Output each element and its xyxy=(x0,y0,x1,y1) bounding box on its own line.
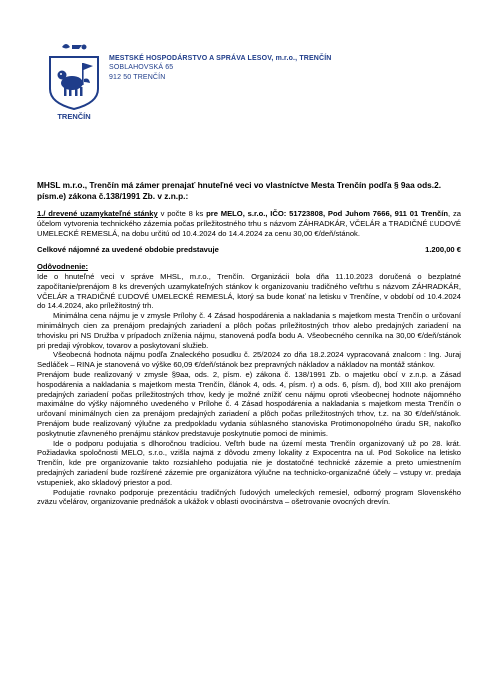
justification-paragraph-2: Minimálna cena nájmu je v zmysle Prílohy č. 4 Zásad hospodárenia a nakladania s majetkom mesta Trenčín o určovaní minimálnych cien za prenájom predajných zariadení a plôch počas príležitostných trhov alebo predajných zariadení na trhovisku pri NS Družba v prípadoch zníženia nájmu, stanovená podľa bodu A. Všeobecného cenníka na 30,00 €/deň/stánok pri predaji výrobkov, tovarov a poskytovaní služieb. xyxy=(37,311,461,350)
total-rent-row xyxy=(37,245,461,255)
total-rent-value: 1.200,00 € xyxy=(425,245,461,255)
trencin-coat-of-arms-logo xyxy=(46,37,102,123)
organization-street: SOBLAHOVSKÁ 65 xyxy=(109,64,174,72)
organization-address xyxy=(109,54,332,82)
logo-text: TRENČÍN xyxy=(57,112,91,121)
justification-heading: Odôvodnenie: xyxy=(37,262,89,272)
document-body xyxy=(37,180,461,507)
item-purpose: , za účelom vytvorenia technického zázemia počas príležitostného trhu s názvom ZÁHRADKÁR, VČELÁR a TRADIČNÉ ĽUDOVÉ UMELECKÉ REMESLÁ, na dobu určitú od 10.4.2024 do 14.4.2024 za cenu 30,00 €/deň/stánok. xyxy=(37,209,461,238)
justification-paragraph-4: Prenájom bude realizovaný v zmysle §9aa, ods. 2, písm. e) zákona č. 138/1991 Zb. o majetku obcí v z.n.p. a Zásad hospodárenia a nakladania s majetkom mesta Trenčín, článok 4, ods. 4, písm. r) a ods. 6, písm. d), bod XIII ako prenájom predajných zariadení počas príležitostných trhov, kedy je možné znížiť cenu nájmu oproti všeobecnej hodnote nájomného maximálne do výšky nájomného uvedeného v Prílohe č. 4 Zásad hospodárenia a nakladania s majetkom mesta Trenčín o určovaní minimálnych cien za prenájom predajných zariadení a plôch počas príležitostných trhov, t.z. na 30 €/deň/stánok. Prenájom bude realizovaný výlučne za predpokladu vydania súhlasného stanoviska Protimonopolného úradu SR, nakoľko poskytnutie zľavneného prenájmu stánkov predstavuje poskytnutie pomoci de minimis. xyxy=(37,369,461,438)
item-lessee: pre MELO, s.r.o., IČO: 51723808, Pod Juhom 7666, 911 01 Trenčín xyxy=(206,209,449,218)
total-rent-label: Celkové nájomné za uvedené obdobie predstavuje xyxy=(37,245,219,255)
organization-city: 912 50 TRENČÍN xyxy=(109,73,166,81)
item-label: 1./ drevené uzamykateľné stánky xyxy=(37,209,158,218)
justification-paragraph-6: Podujatie rovnako podporuje prezentáciu tradičných ľudových umeleckých remesiel, odborný program Slovenského zväzu včelárov, organizovanie prednášok a ukážok v oblasti ovocinárstva – ošetrovanie ovocných drevín. xyxy=(37,487,461,507)
organization-name: MESTSKÉ HOSPODÁRSTVO A SPRÁVA LESOV, m.r.o., TRENČÍN xyxy=(109,55,332,62)
item-paragraph xyxy=(37,209,461,238)
item-count: v počte 8 ks xyxy=(157,209,207,218)
justification-paragraph-5: Ide o podporu podujatia s dlhoročnou tradíciou. Veľtrh bude na území mesta Trenčín organizovaný už po 28. krát. Požiadavka spoločnosti MELO, s.r.o., vzišla najmä z dôvodu zmeny lokality z Expocentra na ul. Pod Sokolice na letisko Trenčín, kde pre organizovanie takto rozsiahleho podujatia nie je dostatočné technické zázemie a preto umiestnením predajných zariadení bude rozšírené zázemie pre organizátora výlučne na technicko-organizačné účely – vstupy vr. predaja vstupeniek, ako skladový priestor a pod. xyxy=(37,438,461,487)
justification-paragraph-3: Všeobecná hodnota nájmu podľa Znaleckého posudku č. 25/2024 zo dňa 18.2.2024 vypracovaná znalcom : Ing. Juraj Sedláček – RINA je stanovená vo výške 60,09 €/deň/stánok bez prepravných nákladov a nákladov na montáž stánkov. xyxy=(37,350,461,370)
justification-paragraph-1: Ide o hnuteľné veci v správe MHSL, m.r.o., Trenčín. Organizácii bola dňa 11.10.2023 doručená o bezplatné započítanie/prenájom 8 ks drevených uzamykateľných stánkov k organizovaniu tradičného veľtrhu s názvom ZÁHRADKÁR, VČELÁR a TRADIČNÉ ĽUDOVÉ UMELECKÉ REMESLÁ, ktorý sa bude konať na letisku v Trenčíne, v období od 10.4.2024 do 14.4.2024, ako príležitostný trh. xyxy=(37,271,461,311)
document-title: MHSL m.r.o., Trenčín má zámer prenajať hnuteľné veci vo vlastníctve Mesta Trenčín podľa § 9aa ods.2. písm.e) zákona č.138/1991 Zb. v z.n.p.: xyxy=(37,180,441,201)
